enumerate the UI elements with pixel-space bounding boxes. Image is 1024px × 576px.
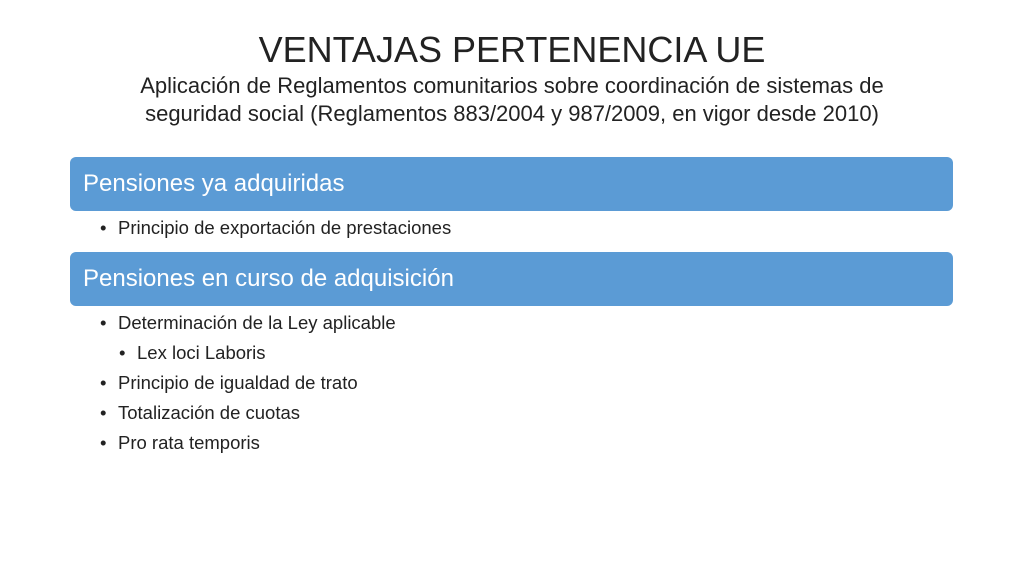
list-item: • Determinación de la Ley aplicable	[70, 308, 953, 338]
slide-subtitle-line-1: Aplicación de Reglamentos comunitarios sobre coordinación de sistemas de	[140, 73, 884, 98]
list-item-sub: • Lex loci Laboris	[70, 338, 953, 368]
section-header: Pensiones ya adquiridas	[70, 157, 953, 211]
list-item: • Principio de exportación de prestaciones	[70, 213, 953, 243]
content-sections	[70, 157, 953, 458]
bullet-list	[70, 211, 953, 252]
section-pensiones-en-curso	[70, 252, 953, 458]
title-block	[60, 28, 964, 128]
list-item: • Pro rata temporis	[70, 428, 953, 458]
section-header: Pensiones en curso de adquisición	[70, 252, 953, 306]
section-pensiones-adquiridas	[70, 157, 953, 252]
slide-title: VENTAJAS PERTENENCIA UE	[258, 29, 766, 70]
list-item: • Totalización de cuotas	[70, 398, 953, 428]
slide-subtitle-line-2: seguridad social (Reglamentos 883/2004 y 987/2009, en vigor desde 2010)	[145, 101, 879, 126]
bullet-list	[70, 306, 953, 458]
list-item: • Principio de igualdad de trato	[70, 368, 953, 398]
